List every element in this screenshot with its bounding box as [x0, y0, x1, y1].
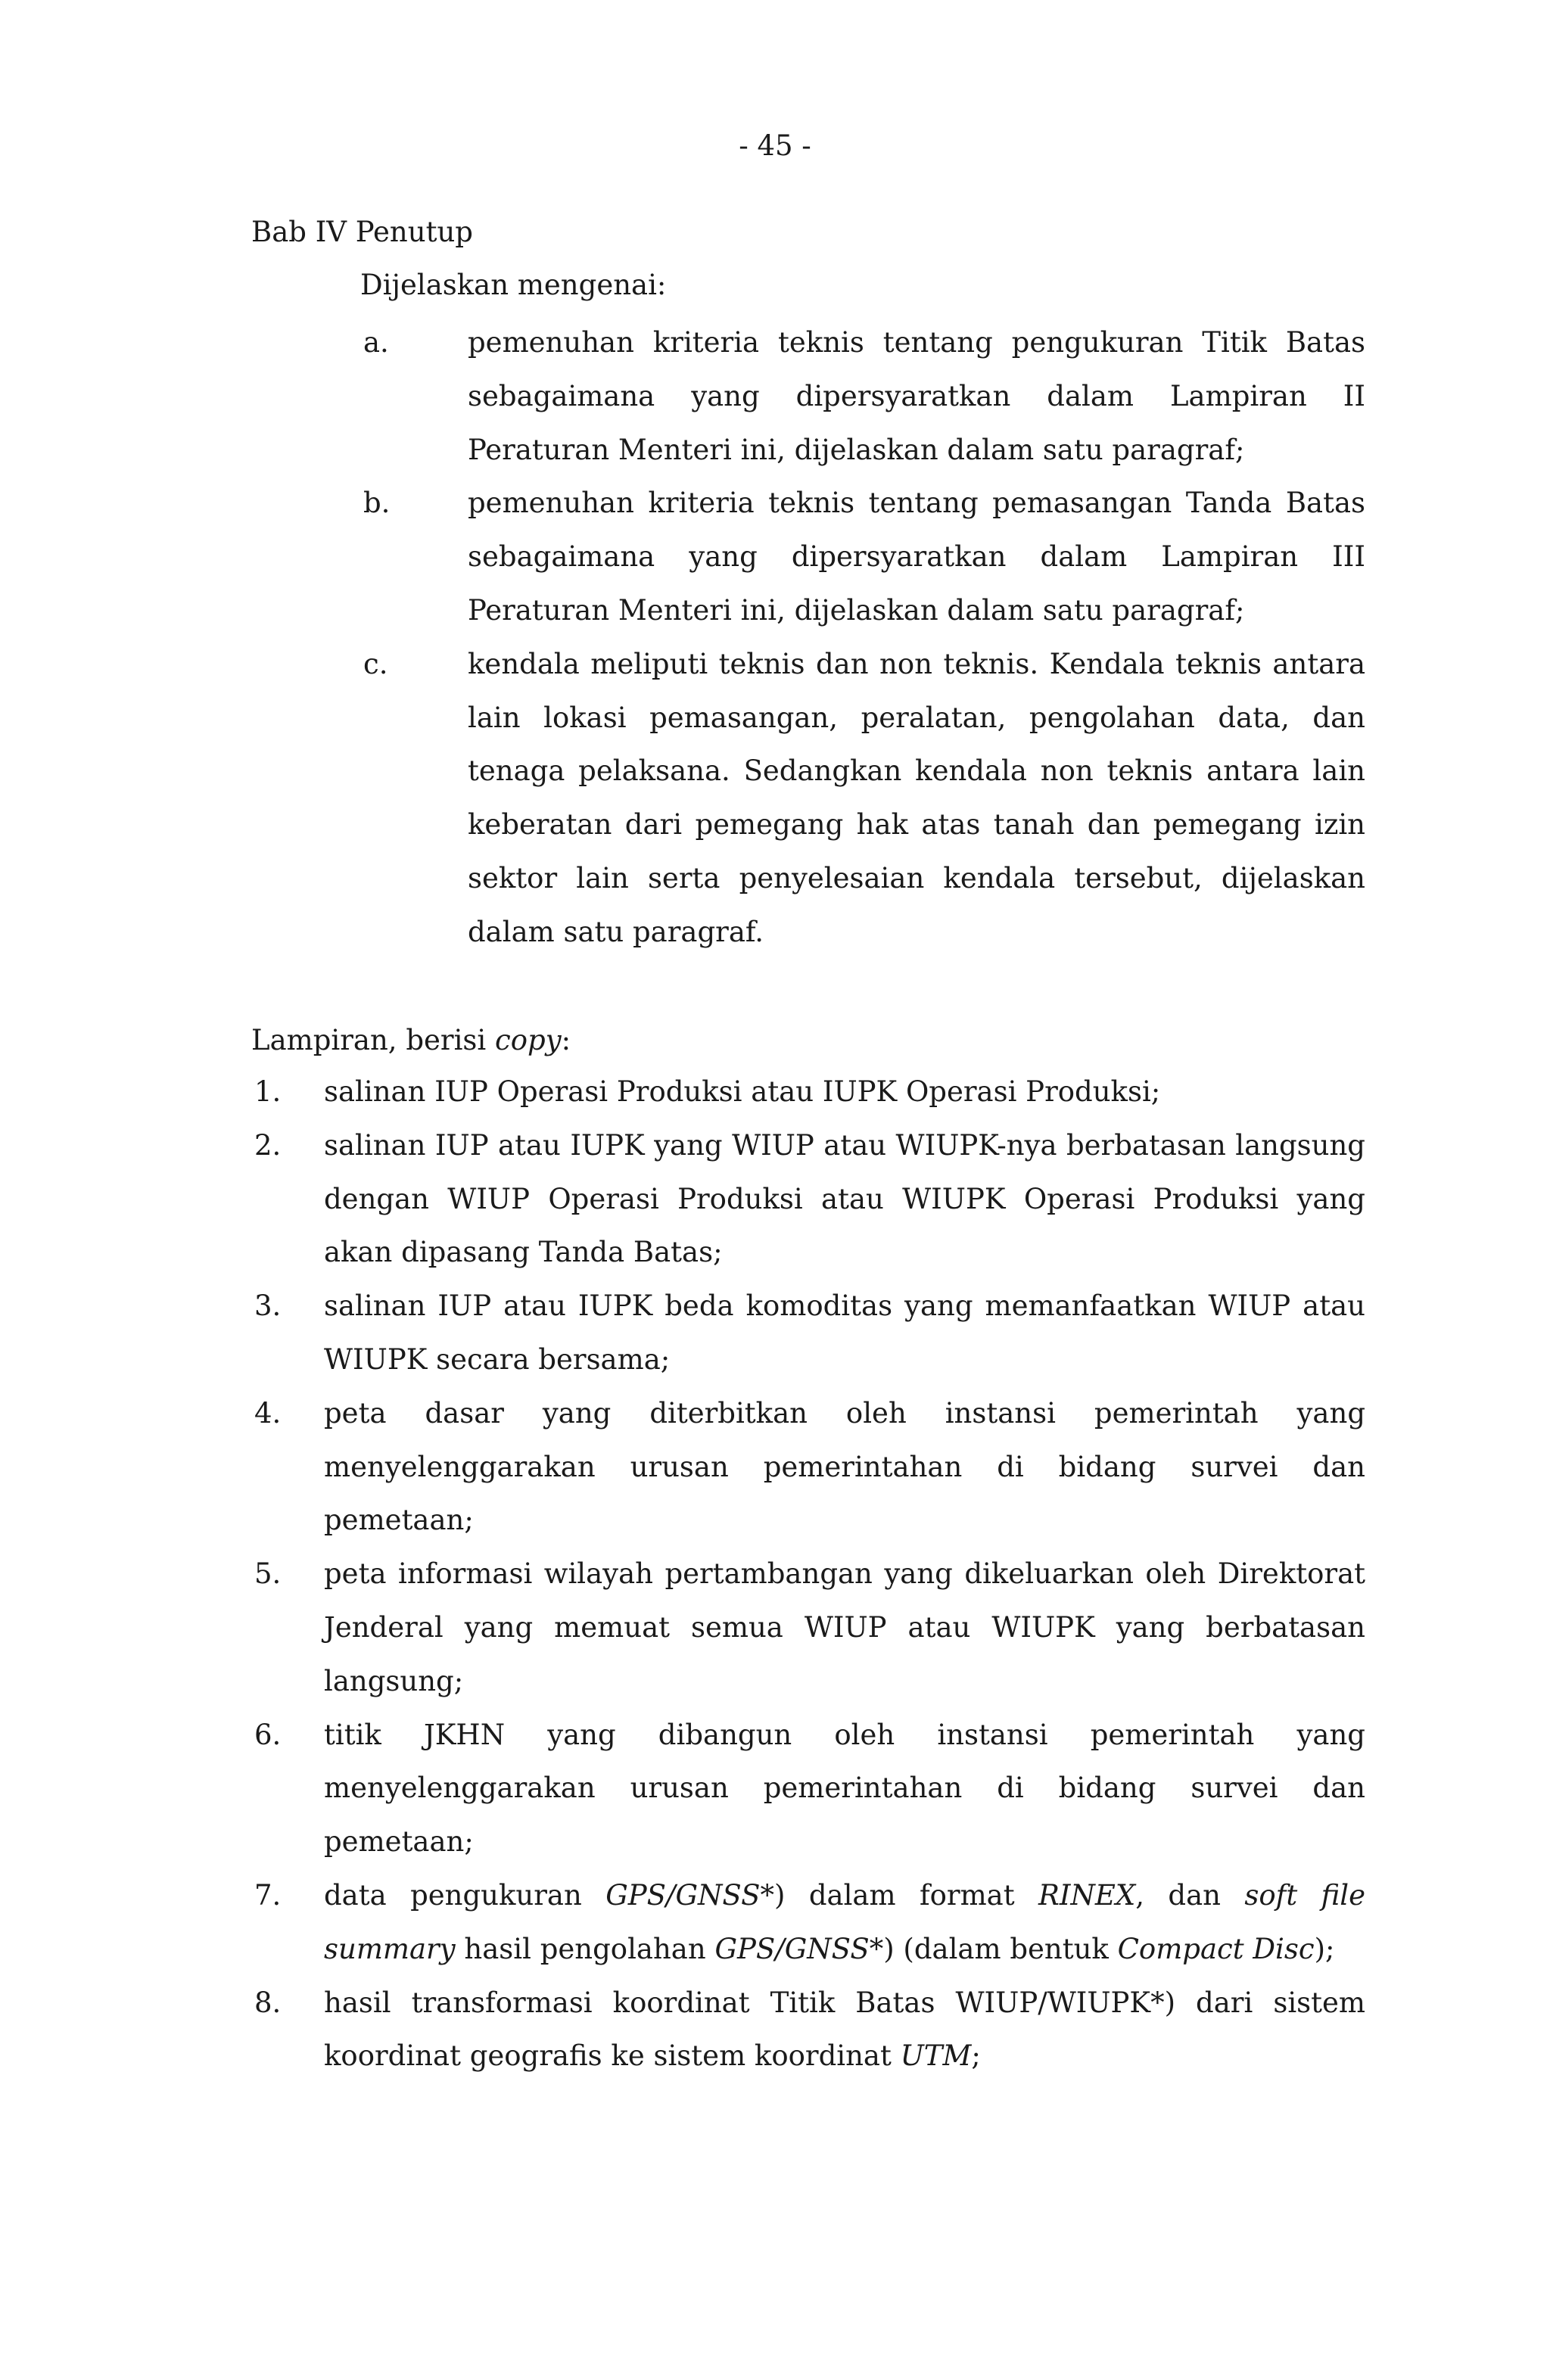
italic-term: GPS/GNSS* — [605, 1878, 774, 1912]
list-item-text: pemenuhan kriteria teknis tentang pemasangan Tanda Batas sebagaimana yang dipersyaratkan dalam Lampiran III Peraturan Menteri ini, dijelaskan dalam satu paragraf; — [468, 487, 1365, 627]
list-marker: c. — [363, 647, 388, 680]
text-segment: ) (dalam bentuk — [883, 1932, 1118, 1965]
attachments-title-suffix: : — [561, 1024, 571, 1056]
list-marker: 8. — [254, 1986, 282, 2019]
list-item-text: titik JKHN yang dibangun oleh instansi pemerintah yang menyelenggarakan urusan pemerintahan di bidang survei dan pemetaan; — [324, 1718, 1365, 1859]
text-segment: , dan — [1135, 1878, 1245, 1912]
italic-term: GPS/GNSS* — [714, 1932, 884, 1965]
attachments-list — [254, 1066, 1365, 2083]
text-segment: hasil pengolahan — [455, 1932, 715, 1965]
list-item-text — [324, 1869, 1365, 1977]
list-item — [363, 477, 1365, 637]
list-item-text: kendala meliputi teknis dan non teknis. Kendala teknis antara lain lokasi pemasangan, peralatan, pengolahan data, dan tenaga pelaksana. Sedangkan kendala non teknis antara lain keberatan dari pemegang hak atas tanah dan pemegang izin sektor lain serta penyelesaian kendala tersebut, dijelaskan dalam satu paragraf. — [468, 647, 1365, 948]
list-item — [254, 1709, 1365, 1869]
list-item — [254, 1977, 1365, 2084]
list-marker: 2. — [254, 1128, 282, 1162]
list-marker: 1. — [254, 1075, 282, 1108]
list-item-text: salinan IUP atau IUPK yang WIUP atau WIUPK-nya berbatasan langsung dengan WIUP Operasi Produksi atau WIUPK Operasi Produksi yang akan dipasang Tanda Batas; — [324, 1128, 1365, 1269]
italic-term: UTM — [900, 2039, 972, 2073]
list-item-text: salinan IUP Operasi Produksi atau IUPK Operasi Produksi; — [324, 1075, 1161, 1108]
list-item-text: pemenuhan kriteria teknis tentang pengukuran Titik Batas sebagaimana yang dipersyaratkan dalam Lampiran II Peraturan Menteri ini, dijelaskan dalam satu paragraf; — [468, 326, 1365, 466]
text-segment: hasil transformasi koordinat Titik Batas WIUP/WIUPK*) dari sistem koordinat geografis ke sistem koordinat — [324, 1986, 1365, 2073]
list-marker: 5. — [254, 1557, 282, 1591]
page-number: - 45 - — [739, 129, 811, 162]
section-intro: Dijelaskan mengenai: — [360, 269, 667, 301]
list-item — [254, 1387, 1365, 1548]
text-segment: ) dalam format — [773, 1878, 1039, 1912]
italic-term: RINEX — [1038, 1878, 1136, 1912]
attachments-title-prefix: Lampiran, berisi — [251, 1024, 496, 1056]
list-item — [254, 1066, 1365, 1119]
list-marker: 6. — [254, 1718, 282, 1751]
text-segment: ); — [1314, 1932, 1335, 1965]
text-segment: ; — [971, 2039, 981, 2073]
list-item — [254, 1548, 1365, 1708]
list-item — [254, 1119, 1365, 1280]
attachments-title-italic: copy — [495, 1024, 562, 1056]
list-item — [363, 316, 1365, 477]
attachments-title — [251, 1022, 571, 1059]
list-marker: 3. — [254, 1290, 282, 1323]
section-title: Bab IV Penutup — [251, 216, 473, 248]
list-item — [254, 1280, 1365, 1387]
closing-criteria-list — [363, 316, 1365, 960]
italic-term: soft file summary — [324, 1878, 1365, 1965]
list-item-text: peta dasar yang diterbitkan oleh instansi pemerintah yang menyelenggarakan urusan pemerintahan di bidang survei dan pemetaan; — [324, 1396, 1365, 1537]
list-marker: b. — [363, 487, 391, 520]
list-item-text: peta informasi wilayah pertambangan yang dikeluarkan oleh Direktorat Jenderal yang memuat semua WIUP atau WIUPK yang berbatasan langsung; — [324, 1557, 1365, 1697]
list-item-text: salinan IUP atau IUPK beda komoditas yang memanfaatkan WIUP atau WIUPK secara bersama; — [324, 1290, 1365, 1376]
text-segment: data pengukuran — [324, 1878, 606, 1912]
list-item-text — [324, 1977, 1365, 2084]
list-marker: 7. — [254, 1878, 282, 1912]
list-item — [254, 1869, 1365, 1977]
list-item — [363, 638, 1365, 960]
italic-term: Compact Disc — [1117, 1932, 1315, 1965]
list-marker: 4. — [254, 1396, 282, 1430]
list-marker: a. — [363, 326, 389, 359]
